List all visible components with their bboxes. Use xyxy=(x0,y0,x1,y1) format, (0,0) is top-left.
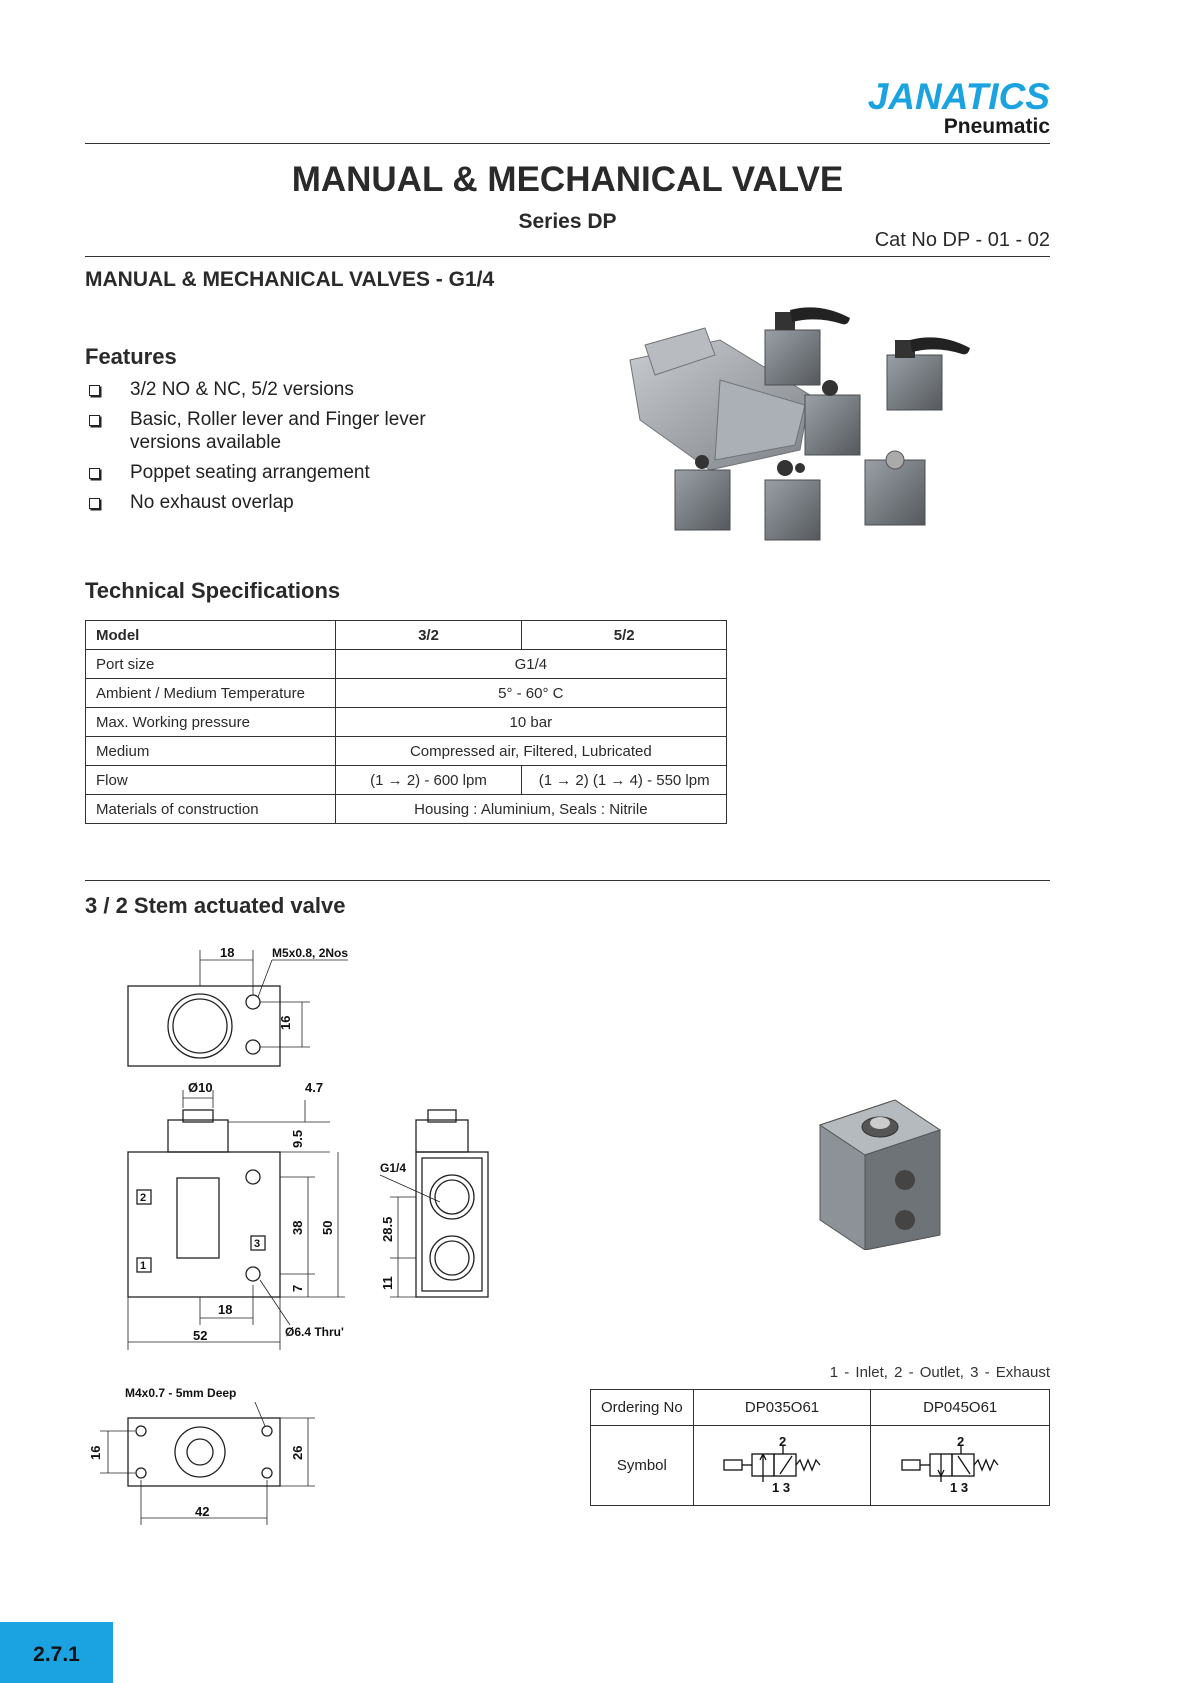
spec-value: Compressed air, Filtered, Lubricated xyxy=(335,737,726,766)
dim-label: 7 xyxy=(290,1284,305,1292)
ports-legend: 1 - Inlet, 2 - Outlet, 3 - Exhaust xyxy=(829,1364,1050,1381)
list-item: Basic, Roller lever and Finger lever versions available xyxy=(85,408,465,454)
dim-label: M5x0.8, 2Nos xyxy=(272,946,349,960)
spec-value: G1/4 xyxy=(335,650,726,679)
list-item: 3/2 NO & NC, 5/2 versions xyxy=(85,378,545,401)
stem-valve-photo xyxy=(800,1085,950,1250)
checkbox-bullet-icon xyxy=(89,468,100,479)
stem-valve-heading: 3 / 2 Stem actuated valve xyxy=(85,893,346,918)
dim-label: 50 xyxy=(320,1220,335,1235)
spec-label: Flow xyxy=(86,766,336,795)
dim-label: 52 xyxy=(193,1328,208,1343)
spec-value: Housing : Aluminium, Seals : Nitrile xyxy=(335,795,726,824)
dim-label: 42 xyxy=(195,1504,210,1519)
series-subtitle: Series DP xyxy=(518,210,617,233)
table-row xyxy=(86,621,727,650)
checkbox-bullet-icon xyxy=(89,385,100,396)
page-number: 2.7.1 xyxy=(33,1643,80,1666)
spec-label: Materials of construction xyxy=(86,795,336,824)
table-header-cell: 5/2 xyxy=(522,621,727,650)
spec-value: 5° - 60° C xyxy=(335,679,726,708)
brand-tagline: Pneumatic xyxy=(943,115,1050,138)
dim-label: 16 xyxy=(278,1015,293,1030)
tech-specs-table xyxy=(85,620,727,824)
dim-label: 18 xyxy=(218,1302,233,1317)
table-row xyxy=(86,795,727,824)
symbol-port: 2 xyxy=(957,1433,965,1449)
top-view xyxy=(128,950,348,1066)
spec-label: Medium xyxy=(86,737,336,766)
tech-specs-heading: Technical Specifications xyxy=(85,578,341,603)
ordering-code: DP035O61 xyxy=(693,1390,871,1426)
dim-label: 38 xyxy=(290,1220,305,1235)
spec-value: (1 → 2) - 600 lpm xyxy=(335,766,522,795)
checkbox-bullet-icon xyxy=(89,498,100,509)
valve-symbol-cell xyxy=(693,1426,871,1506)
spec-value: (1 → 2) (1 → 4) - 550 lpm xyxy=(522,766,727,795)
dim-label: G1/4 xyxy=(380,1161,407,1175)
symbol-port: 1 3 xyxy=(772,1479,791,1494)
side-view xyxy=(380,1110,488,1297)
technical-drawing xyxy=(80,940,520,1540)
dim-label: 9.5 xyxy=(290,1129,305,1148)
valve-symbol-icon xyxy=(900,1434,1020,1494)
symbol-port: 2 xyxy=(779,1433,787,1449)
catalog-number: Cat No DP - 01 - 02 xyxy=(874,229,1050,251)
product-range-photo xyxy=(625,300,985,560)
port-label: 1 xyxy=(140,1260,147,1272)
spec-label: Port size xyxy=(86,650,336,679)
dim-label: 26 xyxy=(290,1445,305,1460)
dim-label: M4x0.7 - 5mm Deep xyxy=(125,1386,237,1400)
table-header-cell: 3/2 xyxy=(335,621,522,650)
list-item: No exhaust overlap xyxy=(85,491,545,514)
dim-label: 28.5 xyxy=(380,1216,395,1242)
table-row xyxy=(86,766,727,795)
spec-value: 10 bar xyxy=(335,708,726,737)
ordering-code: DP045O61 xyxy=(871,1390,1050,1426)
dim-label: 16 xyxy=(88,1445,103,1460)
valve-symbol-cell xyxy=(871,1426,1050,1506)
ordering-table xyxy=(590,1389,1050,1506)
table-header-cell: Model xyxy=(86,621,336,650)
port-label: 2 xyxy=(140,1192,147,1204)
dim-label: 18 xyxy=(220,945,235,960)
ordering-label: Ordering No xyxy=(591,1390,694,1426)
table-row xyxy=(591,1390,1050,1426)
features-heading: Features xyxy=(85,344,177,369)
checkbox-bullet-icon xyxy=(89,415,100,426)
table-row xyxy=(86,650,727,679)
table-row xyxy=(86,708,727,737)
dim-label: Ø10 xyxy=(188,1080,213,1095)
dim-label: 4.7 xyxy=(305,1080,324,1095)
list-item: Poppet seating arrangement xyxy=(85,461,545,484)
features-list xyxy=(85,378,545,521)
spec-label: Max. Working pressure xyxy=(86,708,336,737)
table-row xyxy=(86,737,727,766)
table-row xyxy=(86,679,727,708)
valve-symbol-icon xyxy=(722,1434,842,1494)
port-label: 3 xyxy=(254,1238,261,1250)
page-title: MANUAL & MECHANICAL VALVE xyxy=(291,160,844,199)
dim-label: Ø6.4 Thru' xyxy=(285,1325,344,1339)
title-rule xyxy=(85,256,1050,257)
spec-label: Ambient / Medium Temperature xyxy=(86,679,336,708)
table-row xyxy=(591,1426,1050,1506)
symbol-port: 1 3 xyxy=(950,1479,969,1494)
section-rule xyxy=(85,880,1050,881)
main-section-heading: MANUAL & MECHANICAL VALVES - G1/4 xyxy=(85,268,495,291)
brand-logo: JANATICS xyxy=(867,76,1050,117)
symbol-label: Symbol xyxy=(591,1426,694,1506)
dim-label: 11 xyxy=(380,1276,395,1290)
header-rule xyxy=(85,143,1050,144)
front-view xyxy=(128,1090,345,1350)
